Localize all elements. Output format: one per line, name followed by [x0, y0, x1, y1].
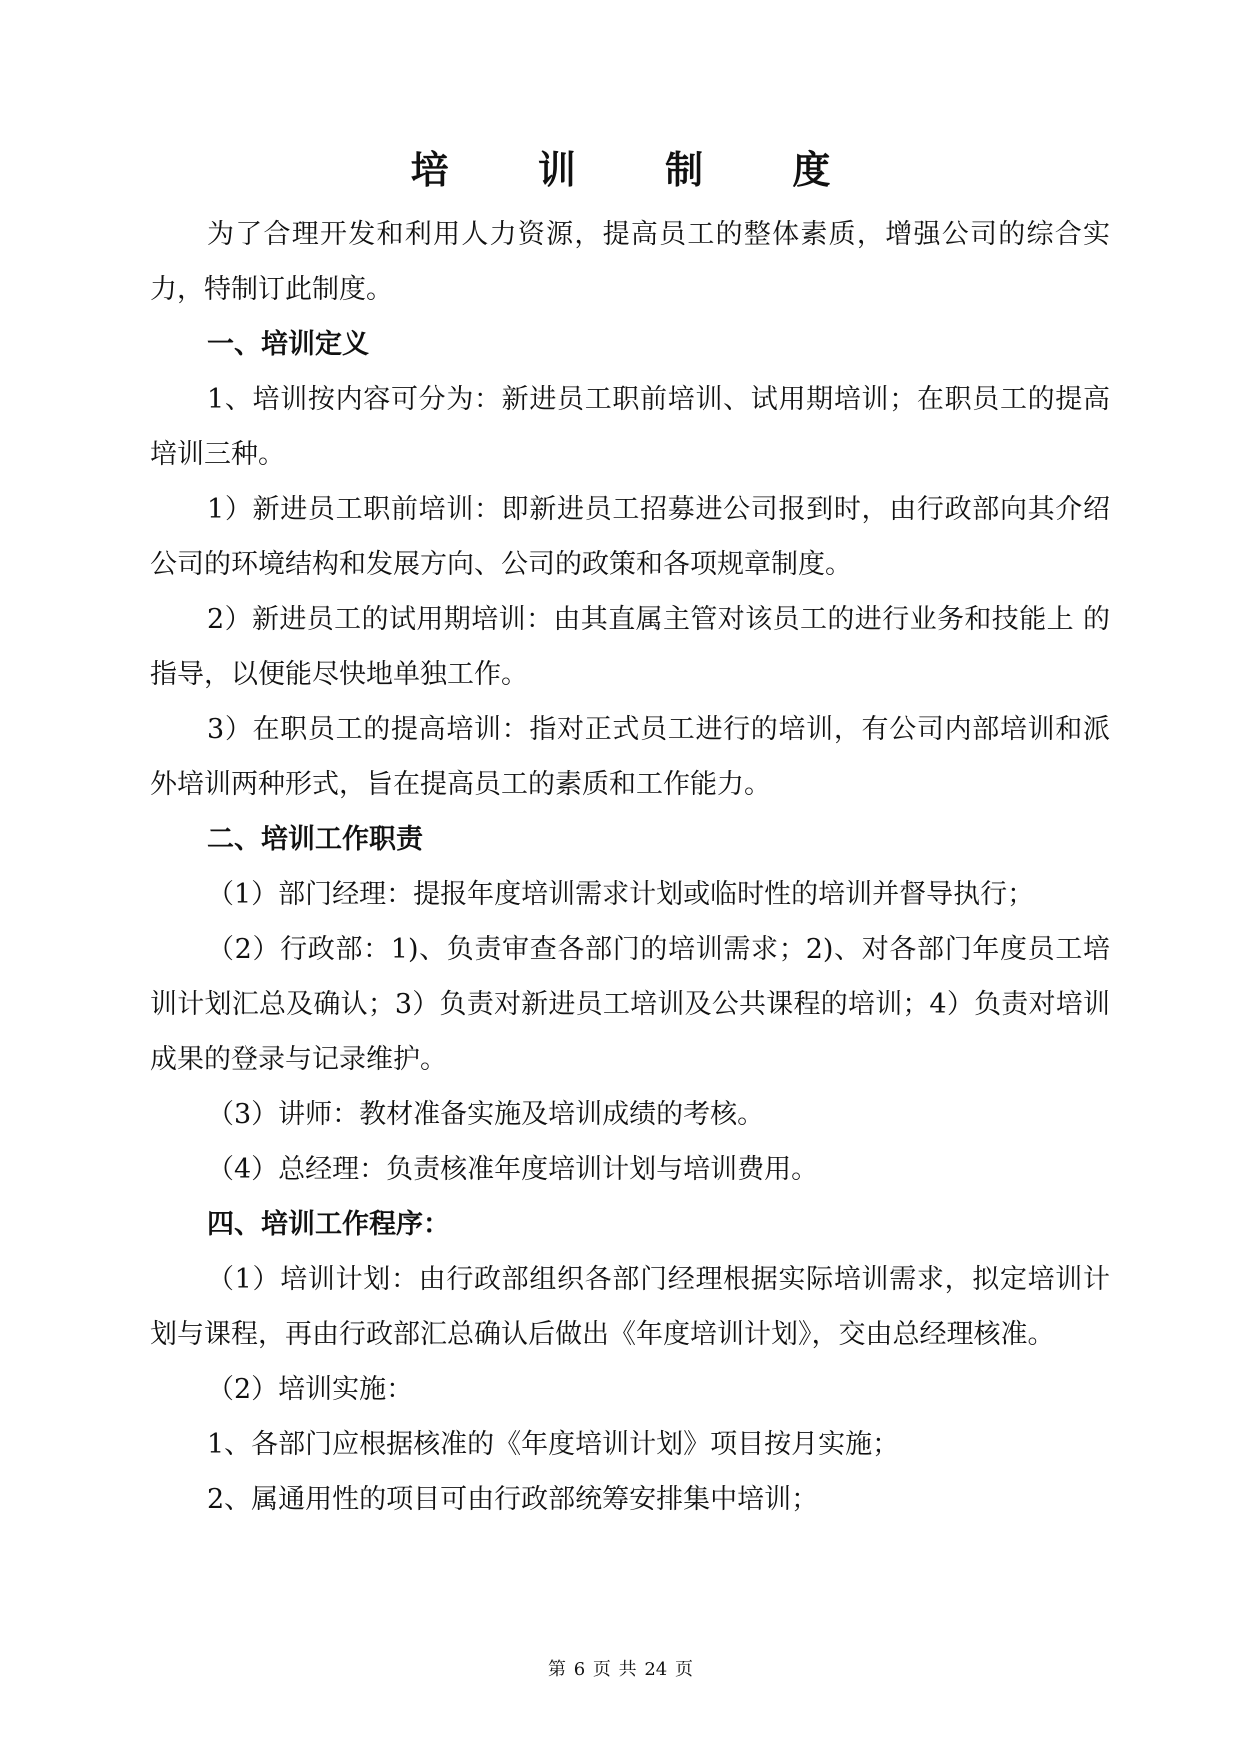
document-title: 培 训 制 度	[410, 147, 869, 192]
body-paragraph: 2）新进员工的试用期培训：由其直属主管对该员工的进行业务和技能上 的指导，以便能尽快地单独工作。	[150, 604, 1110, 690]
body-paragraph: （1）部门经理：提报年度培训需求计划或临时性的培训并督导执行；	[207, 879, 1035, 910]
body-paragraph: （2）行政部：1)、负责审查各部门的培训需求；2)、对各部门年度员工培训计划汇总及确认；3）负责对新进员工培训及公共课程的培训；4）负责对培训成果的登录与记录维护。	[150, 934, 1110, 1075]
section-heading-procedure: 四、培训工作程序：	[207, 1209, 450, 1240]
body-paragraph: （3）讲师：教材准备实施及培训成绩的考核。	[207, 1099, 765, 1130]
body-paragraph: （4）总经理：负责核准年度培训计划与培训费用。	[207, 1154, 819, 1185]
body-paragraph: 1）新进员工职前培训：即新进员工招募进公司报到时，由行政部向其介绍公司的环境结构和发展方向、公司的政策和各项规章制度。	[150, 494, 1110, 580]
section-heading-definition: 一、培训定义	[207, 329, 369, 360]
intro-paragraph: 为了合理开发和利用人力资源，提高员工的整体素质，增强公司的综合实力，特制订此制度。	[150, 219, 1110, 305]
body-paragraph: 3）在职员工的提高培训：指对正式员工进行的培训，有公司内部培训和派外培训两种形式，旨在提高员工的素质和工作能力。	[150, 714, 1110, 800]
body-paragraph: 1、各部门应根据核准的《年度培训计划》项目按月实施；	[207, 1429, 900, 1460]
body-paragraph: 2、属通用性的项目可由行政部统筹安排集中培训；	[207, 1484, 819, 1515]
body-paragraph: （1）培训计划：由行政部组织各部门经理根据实际培训需求，拟定培训计划与课程，再由行政部汇总确认后做出《年度培训计划》，交由总经理核准。	[150, 1264, 1110, 1350]
page-footer: 第 6 页 共 24 页	[548, 1659, 693, 1680]
body-paragraph: （2）培训实施：	[207, 1374, 414, 1405]
document-body	[150, 207, 1110, 1527]
body-paragraph: 1、培训按内容可分为：新进员工职前培训、试用期培训；在职员工的提高培训三种。	[150, 384, 1110, 470]
section-heading-responsibilities: 二、培训工作职责	[207, 824, 423, 855]
